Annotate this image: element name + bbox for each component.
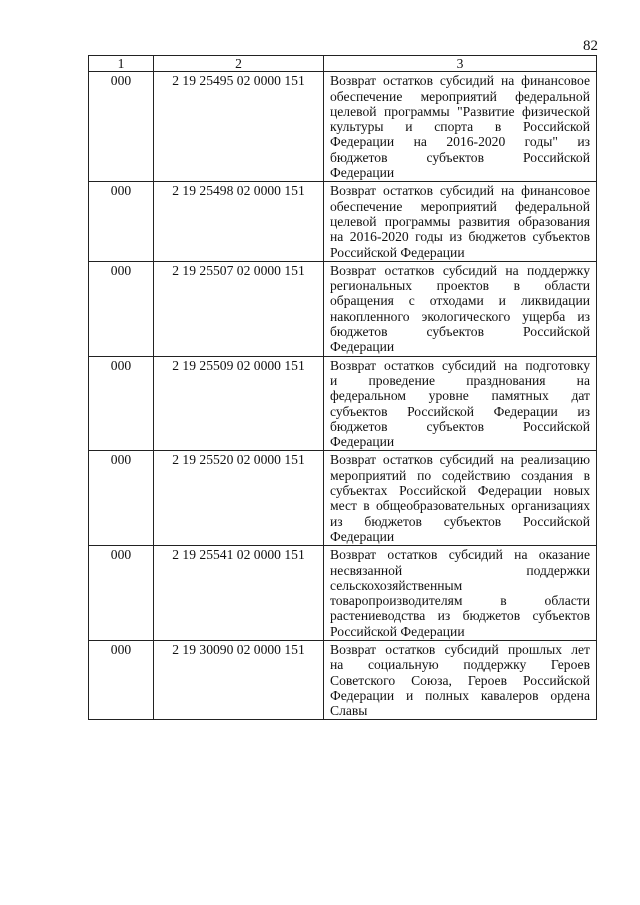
revenue-name-line: несвязанной поддержки [330,562,590,578]
revenue-name-line: региональных проектов в области [330,278,590,294]
revenue-name-cell [324,356,597,451]
revenue-name-line: культуры и спорта в Российской [330,119,590,135]
kbk-code-cell: 2 19 25509 02 0000 151 [154,356,324,451]
revenue-name-cell [324,451,597,546]
revenue-name-line: Возврат остатков субсидий прошлых лет [330,641,590,657]
column-header-2: 2 [154,56,324,72]
revenue-name-cell [324,546,597,641]
table-row [89,261,597,356]
revenue-name-line: Федерации и полных кавалеров ордена [330,687,590,703]
table-body [89,72,597,720]
revenue-name-line: бюджетов субъектов Российской [330,418,590,434]
revenue-name-line: целевой программы развития образования [330,213,590,229]
revenue-name-line: Федерации [330,165,395,181]
table-row [89,72,597,182]
revenue-name-line: Возврат остатков субсидий на финансовое [330,183,590,199]
revenue-name-line: на 2016-2020 годы из бюджетов субъектов [330,229,590,245]
revenue-name-cell [324,261,597,356]
kbk-code-cell: 2 19 30090 02 0000 151 [154,640,324,719]
admin-code-cell: 000 [89,261,154,356]
revenue-name-line: Славы [330,703,368,719]
revenue-name-line: и проведение празднования на [330,372,590,388]
revenue-name-line: товаропроизводителям в области [330,593,590,609]
admin-code-cell: 000 [89,356,154,451]
revenue-name-cell [324,72,597,182]
revenue-name-line: Советского Союза, Героев Российской [330,672,590,688]
revenue-name-line: на социальную поддержку Героев [330,657,590,673]
table-row [89,356,597,451]
budget-classification-table [88,55,597,720]
column-header-3: 3 [324,56,597,72]
revenue-name-line: Российской Федерации [330,244,465,260]
revenue-name-line: субъектов Российской Федерации из [330,403,590,419]
admin-code-cell: 000 [89,182,154,261]
revenue-name-line: Федерации [330,434,395,450]
revenue-name-cell [324,182,597,261]
revenue-name-line: обеспечение мероприятий федеральной [330,88,590,104]
revenue-name-line: мест в общеобразовательных организациях [330,498,590,514]
revenue-name-line: мероприятий по содействию создания в [330,467,590,483]
revenue-name-line: Возврат остатков субсидий на оказание [330,547,590,563]
admin-code-cell: 000 [89,451,154,546]
revenue-name-line: Возврат остатков субсидий на реализацию [330,452,590,468]
revenue-name-line: целевой программы "Развитие физической [330,103,590,119]
revenue-name-line: Федерации [330,339,395,355]
revenue-name-line: накопленного экологического ущерба из [330,308,590,324]
kbk-code-cell: 2 19 25507 02 0000 151 [154,261,324,356]
table-header-row [89,56,597,72]
column-header-1: 1 [89,56,154,72]
revenue-name-line: обращения с отходами и ликвидации [330,293,590,309]
revenue-name-line: из бюджетов субъектов Российской [330,513,590,529]
revenue-name-line: растениеводства из бюджетов субъектов [330,608,590,624]
revenue-name-line: Федерации [330,528,395,544]
table-row [89,546,597,641]
table-row [89,182,597,261]
table-row [89,451,597,546]
revenue-name-line: Возврат остатков субсидий на финансовое [330,73,590,89]
revenue-name-line: Возврат остатков субсидий на подготовку [330,357,590,373]
kbk-code-cell: 2 19 25520 02 0000 151 [154,451,324,546]
revenue-name-line: сельскохозяйственным [330,577,463,593]
admin-code-cell: 000 [89,640,154,719]
admin-code-cell: 000 [89,546,154,641]
kbk-code-cell: 2 19 25541 02 0000 151 [154,546,324,641]
table-row [89,640,597,719]
admin-code-cell: 000 [89,72,154,182]
revenue-name-line: субъектах Российской Федерации новых [330,483,590,499]
kbk-code-cell: 2 19 25495 02 0000 151 [154,72,324,182]
revenue-name-line: Федерации на 2016-2020 годы" из [330,134,590,150]
revenue-name-line: бюджетов субъектов Российской [330,149,590,165]
revenue-name-line: бюджетов субъектов Российской [330,324,590,340]
revenue-name-cell [324,640,597,719]
kbk-code-cell: 2 19 25498 02 0000 151 [154,182,324,261]
page-number: 82 [583,38,598,54]
revenue-name-line: Возврат остатков субсидий на поддержку [330,262,590,278]
revenue-name-line: федеральном уровне памятных дат [330,388,590,404]
revenue-name-line: обеспечение мероприятий федеральной [330,198,590,214]
revenue-name-line: Российской Федерации [330,623,465,639]
